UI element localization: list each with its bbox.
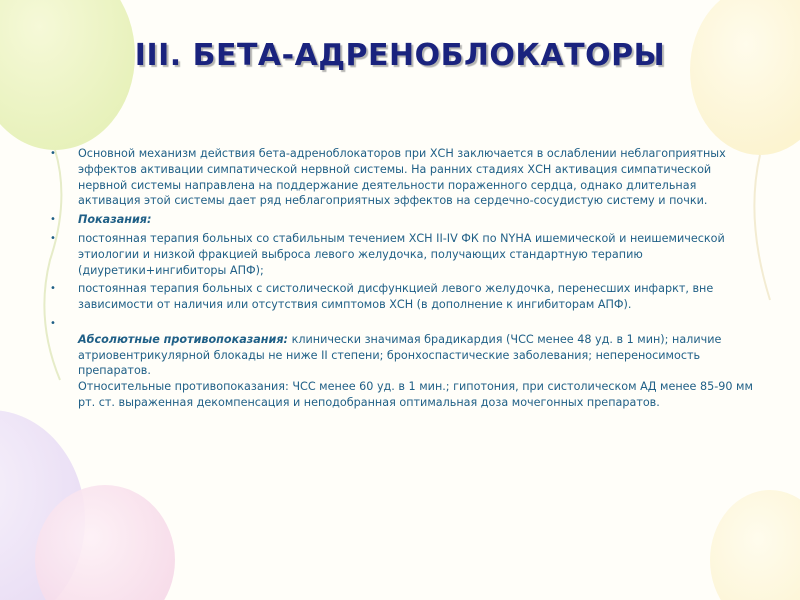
bullet-icon: • — [50, 283, 56, 295]
list-item-indication-2 — [50, 281, 755, 313]
absolute-contraindications-label: Абсолютные противопоказания: — [78, 332, 289, 346]
indication-2-text: постоянная терапия больных с систолической дисфункцией левого желудочка, перенесших инфаркт, вне зависимости от наличия или отсутствия симптомов ХСН (в дополнение к ингибиторам АПФ). — [78, 282, 714, 312]
list-item-intro — [50, 146, 755, 209]
list-item-indications-label — [50, 212, 755, 228]
list-item-indication-1 — [50, 231, 755, 278]
bullet-icon: • — [50, 317, 56, 329]
absolute-contraindications-text: клинически значимая брадикардия (ЧСС менее 48 уд. в 1 мин); наличие атриовентрикулярной блокады не ниже II степени; бронхоспастические заболевания; непереносимость препаратов. — [78, 332, 722, 378]
indications-label: Показания: — [78, 213, 152, 227]
bullet-list — [50, 146, 755, 411]
slide-content — [50, 146, 755, 414]
bullet-icon: • — [50, 148, 56, 159]
indication-1-text: постоянная терапия больных со стабильным течением ХСН II-IV ФК по NYHA ишемической и неишемической этиологии и низкой фракцией выброса левого желудочка, получающих стандартную терапию (диуретики+ингибиторы АПФ); — [78, 231, 725, 277]
bullet-icon: • — [50, 232, 56, 244]
intro-text: Основной механизм действия бета-адреноблокаторов при ХСН заключается в ослаблении неблагоприятных эффектов активации симпатической нервной системы. На ранних стадиях ХСН активация симпатической нервной системы направлена на поддержание деятельности пораженного сердца, однако длительная активация этой системы дает ряд неблагоприятных эффектов на сердечно-сосудистую систему и почки. — [78, 147, 726, 208]
blank-line — [78, 316, 755, 332]
bullet-icon: • — [50, 214, 56, 226]
list-item-contraindications — [50, 316, 755, 411]
slide-title: III. БЕТА-АДРЕНОБЛОКАТОРЫ — [134, 38, 666, 73]
relative-contraindications-text: Относительные противопоказания: ЧСС менее 60 уд. в 1 мин.; гипотония, при систолическом АД менее 85-90 мм рт. ст. выраженная декомпенсация и неподобранная оптимальная доза мочегонных препаратов. — [78, 380, 753, 409]
